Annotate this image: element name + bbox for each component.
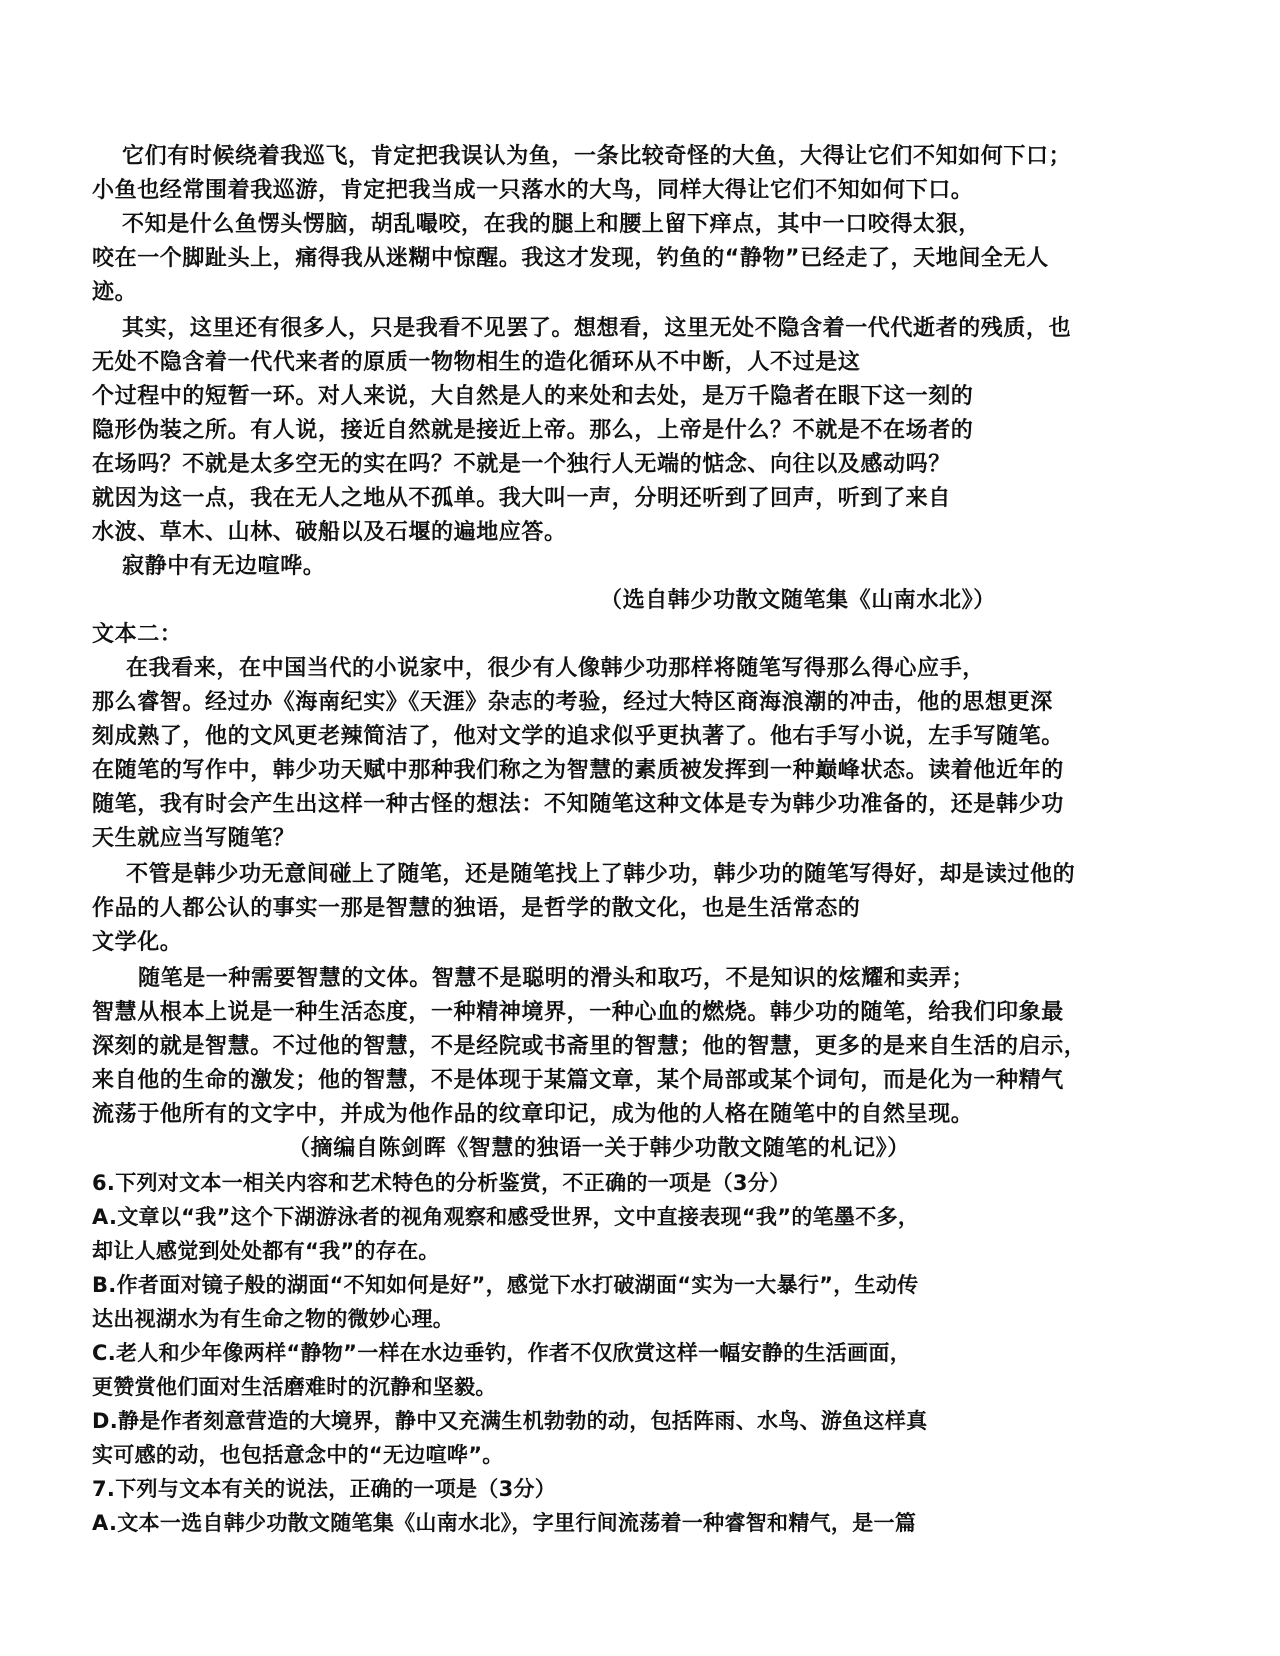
text1-line-7: 无处不隐含着一代代来者的原质一物物相生的造化循环从不中断，人不过是这 (92, 350, 861, 375)
text1-line-10: 在场吗？不就是太多空无的实在吗？不就是一个独行人无端的惦念、向往以及感动吗？ (92, 452, 951, 477)
text1-line-1: 它们有时候绕着我巡飞，肯定把我误认为鱼，一条比较奇怪的大鱼，大得让它们不知如何下口； (122, 144, 1072, 169)
text1-line-2: 小鱼也经常围着我巡游，肯定把我当成一只落水的大鸟，同样大得让它们不知如何下口。 (92, 178, 974, 203)
text2-line-3: 刻成熟了，他的文风更老辣简洁了，他对文学的追求似乎更执著了。他右手写小说，左手写随笔。 (92, 724, 1064, 749)
question-6-option-d-cont: 实可感的动，也包括意念中的“无边喧哗”。 (92, 1443, 504, 1467)
text2-line-9: 文学化。 (92, 930, 183, 955)
text1-line-4: 咬在一个脚趾头上，痛得我从迷糊中惊醒。我这才发现，钓鱼的“静物”已经走了，天地间全无人 (92, 246, 1049, 271)
text2-line-1: 在我看来，在中国当代的小说家中，很少有人像韩少功那样将随笔写得那么得心应手， (126, 656, 985, 681)
text2-line-6: 天生就应当写随笔？ (92, 826, 296, 851)
text2-line-2: 那么睿智。经过办《海南纪实》《天涯》杂志的考验，经过大特区商海浪潮的冲击，他的思想更深 (92, 690, 1053, 715)
text2-line-5: 随笔，我有时会产生出这样一种古怪的想法：不知随笔这种文体是专为韩少功准备的，还是韩少功 (92, 792, 1064, 817)
question-6-option-b-cont: 达出视湖水为有生命之物的微妙心理。 (92, 1307, 455, 1331)
question-7-stem: 7.下列与文本有关的说法，正确的一项是（3分） (92, 1477, 557, 1501)
text2-line-8: 作品的人都公认的事实一那是智慧的独语，是哲学的散文化，也是生活常态的 (92, 896, 861, 921)
question-6-option-c: C.老人和少年像两样“静物”一样在水边垂钓，作者不仅欣赏这样一幅安静的生活画面， (92, 1341, 911, 1365)
text1-line-6: 其实，这里还有很多人，只是我看不见罢了。想想看，这里无处不隐含着一代代逝者的残质，也 (122, 316, 1072, 341)
text1-line-13: 寂静中有无边喧哗。 (122, 554, 326, 579)
text1-line-11: 就因为这一点，我在无人之地从不孤单。我大叫一声，分明还听到了回声，听到了来自 (92, 486, 951, 511)
text2-line-7: 不管是韩少功无意间碰上了随笔，还是随笔找上了韩少功，韩少功的随笔写得好，却是读过他的 (126, 862, 1076, 887)
text2-line-10: 随笔是一种需要智慧的文体。智慧不是聪明的滑头和取巧，不是知识的炫耀和卖弄； (138, 966, 975, 991)
text1-source: （选自韩少功散文随笔集《山南水北》） (600, 588, 996, 613)
question-7-option-a: A.文本一选自韩少功散文随笔集《山南水北》，字里行间流荡着一种睿智和精气，是一篇 (92, 1511, 917, 1535)
question-6-option-c-cont: 更赞赏他们面对生活磨难时的沉静和坚毅。 (92, 1375, 497, 1399)
question-6-option-b: B.作者面对镜子般的湖面“不知如何是好”，感觉下水打破湖面“实为一大暴行”，生动传 (92, 1273, 919, 1297)
question-6-stem: 6.下列对文本一相关内容和艺术特色的分析鉴赏，不正确的一项是（3分） (92, 1171, 791, 1195)
text2-line-4: 在随笔的写作中，韩少功天赋中那种我们称之为智慧的素质被发挥到一种巅峰状态。读着他近年的 (92, 758, 1064, 783)
question-6-option-a-cont: 却让人感觉到处处都有“我”的存在。 (92, 1239, 440, 1263)
text1-line-8: 个过程中的短暂一环。对人来说，大自然是人的来处和去处，是万千隐者在眼下这一刻的 (92, 384, 974, 409)
question-6-option-a: A.文章以“我”这个下湖游泳者的视角观察和感受世界，文中直接表现“我”的笔墨不多， (92, 1205, 920, 1229)
text1-line-9: 隐形伪装之所。有人说，接近自然就是接近上帝。那么，上帝是什么？不就是不在场者的 (92, 418, 974, 443)
text2-line-13: 来自他的生命的激发；他的智慧，不是体现于某篇文章，某个局部或某个词句，而是化为一种精气 (92, 1068, 1064, 1093)
question-6-option-d: D.静是作者刻意营造的大境界，静中又充满生机勃勃的动，包括阵雨、水鸟、游鱼这样真 (92, 1409, 928, 1433)
text2-line-11: 智慧从根本上说是一种生活态度，一种精神境界，一种心血的燃烧。韩少功的随笔，给我们印象最 (92, 1000, 1064, 1025)
text1-line-5: 迹。 (92, 280, 138, 305)
text2-heading: 文本二： (92, 622, 183, 647)
text2-source: （摘编自陈剑晖《智慧的独语一关于韩少功散文随笔的札记》） (288, 1136, 910, 1161)
text2-line-14: 流荡于他所有的文字中，并成为他作品的纹章印记，成为他的人格在随笔中的自然呈现。 (92, 1102, 974, 1127)
text1-line-3: 不知是什么鱼愣头愣脑，胡乱嘬咬，在我的腿上和腰上留下痒点，其中一口咬得太狠， (122, 212, 981, 237)
text2-line-12: 深刻的就是智慧。不过他的智慧，不是经院或书斋里的智慧；他的智慧，更多的是来自生活的启示， (92, 1034, 1087, 1059)
text1-line-12: 水波、草木、山林、破船以及石堰的遍地应答。 (92, 520, 567, 545)
